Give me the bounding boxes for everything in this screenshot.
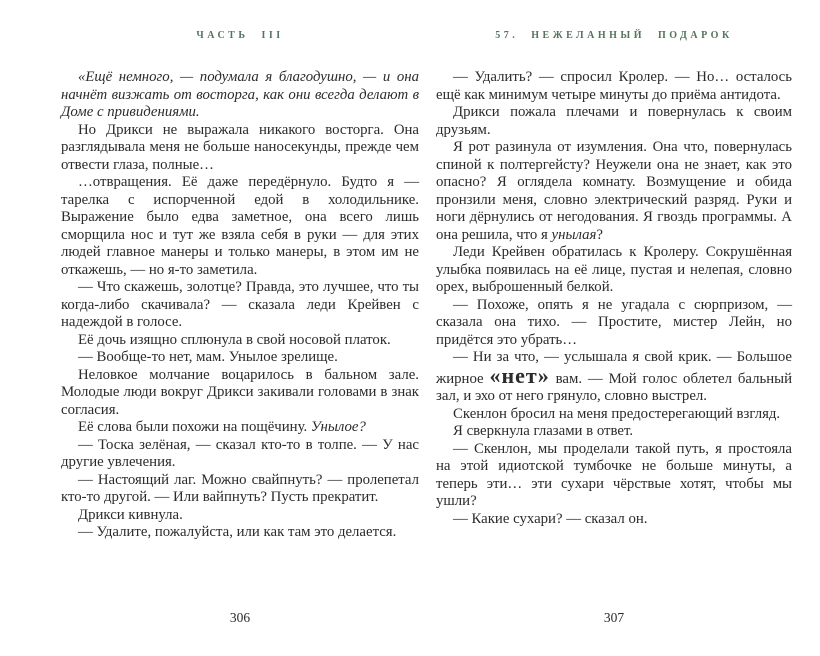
- paragraph: [61, 122, 419, 175]
- body-text: — Скенлон, мы проделали такой путь, я простояла на этой идиотской тумбочке не больше минуты, а теперь эти… эти сухари чёрствые хотят, чтобы мы ушли?: [436, 440, 792, 509]
- body-text: Я сверкнула глазами в ответ.: [453, 423, 634, 439]
- paragraph: [61, 279, 419, 332]
- body-text: Дрикси пожала плечами и повернулась к своим друзьям.: [436, 104, 792, 138]
- right-page: [436, 30, 792, 528]
- body-text: Её слова были похожи на пощёчину.: [78, 419, 311, 435]
- paragraph: [61, 69, 419, 122]
- left-page: [61, 30, 419, 542]
- paragraph: [436, 406, 792, 424]
- body-text: — Похоже, опять я не угадала с сюрпризом, — сказала она тихо. — Простите, мистер Лейн, но придётся это убрать…: [436, 296, 792, 348]
- body-text: — Ни за что, — услышала я свой крик. — Большое жирное: [436, 349, 792, 387]
- left-page-body: [61, 69, 419, 542]
- left-page-number: 306: [229, 610, 251, 625]
- body-text: — Вообще-то нет, мам. Унылое зрелище.: [78, 349, 338, 365]
- emphasized-large-text: «нет»: [489, 362, 550, 388]
- body-text: Дрикси кивнула.: [78, 506, 183, 523]
- body-text: — Настоящий лаг. Можно свайпнуть? — пролепетал кто-то другой. — Или вайпнуть? Пусть прекратит.: [61, 471, 419, 505]
- paragraph: [436, 297, 792, 350]
- paragraph: [61, 419, 419, 437]
- paragraph: [436, 349, 792, 406]
- paragraph: [436, 441, 792, 511]
- paragraph: [436, 244, 792, 297]
- body-text: — Какие сухари? — сказал он.: [453, 510, 648, 527]
- paragraph: [61, 332, 419, 350]
- paragraph: [61, 507, 419, 525]
- italic-text: «Ещё немного, — подумала я благодушно, — и она начнёт визжать от восторга, как они всегда делают в Доме с привидениями.: [61, 69, 419, 120]
- body-text: Я рот разинула от изумления. Она что, повернулась спиной к полтергейсту? Неужели она не знает, как это опасно? Я оглядела комнату. Возмущение и обида пронзили меня, словно электрический разряд. Руки и ноги дёрнулись от негодования. Я гвоздь программы. А она решила, что я: [436, 139, 792, 243]
- left-running-header: ЧАСТЬ III: [196, 30, 284, 41]
- right-page-number: 307: [603, 610, 625, 625]
- body-text: Скенлон бросил на меня предостерегающий взгляд.: [453, 405, 781, 422]
- paragraph: [61, 437, 419, 472]
- body-text: …отвращения. Её даже передёрнуло. Будто я — тарелка с испорченной едой в холодильнике. Выражение было едва заметное, она всего лишь сморщила нос и тут же взяла себя в руки — для этих людей главное манеры и только манеры, в этом им не откажешь, — но я-то заметила.: [61, 174, 419, 278]
- body-text: Неловкое молчание воцарилось в бальном зале. Молодые люди вокруг Дрикси закивали головами в знак согласия.: [61, 366, 419, 418]
- paragraph: [436, 69, 792, 104]
- body-text: — Тоска зелёная, — сказал кто-то в толпе. — У нас другие увлечения.: [61, 436, 419, 470]
- paragraph: [61, 367, 419, 420]
- paragraph: [61, 349, 419, 367]
- paragraph: [436, 423, 792, 441]
- body-text: — Удалить? — спросил Кролер. — Но… осталось ещё как минимум четыре минуты до приёма антидота.: [436, 69, 792, 103]
- body-text: Её дочь изящно сплюнула в свой носовой платок.: [78, 331, 391, 348]
- right-page-body: [436, 69, 792, 528]
- body-text: — Что скажешь, золотце? Правда, это лучшее, что ты когда-либо скачивала? — сказала леди Крейвен с надеждой в голосе.: [61, 279, 419, 330]
- paragraph: [61, 524, 419, 542]
- body-text: Леди Крейвен обратилась к Кролеру. Сокрушённая улыбка появилась на её лице, пустая и нелепая, словно орех, выброшенный белкой.: [436, 244, 792, 295]
- body-text: — Удалите, пожалуйста, или как там это делается.: [78, 524, 397, 540]
- body-text: Но Дрикси не выражала никакого восторга. Она разглядывала меня не больше наносекунды, прежде чем отвести глаза, полные…: [61, 121, 419, 173]
- paragraph: [436, 139, 792, 244]
- italic-text: Унылое?: [310, 419, 366, 435]
- paragraph: [436, 511, 792, 529]
- body-text: ?: [596, 226, 603, 243]
- paragraph: [61, 174, 419, 279]
- right-running-header: 57. НЕЖЕЛАННЫЙ ПОДАРОК: [495, 30, 733, 41]
- paragraph: [61, 472, 419, 507]
- body-text: вам. — Мой голос облетел бальный зал, и эхо от него грянуло, словно выстрел.: [436, 370, 792, 404]
- italic-text: унылая: [551, 226, 597, 243]
- paragraph: [436, 104, 792, 139]
